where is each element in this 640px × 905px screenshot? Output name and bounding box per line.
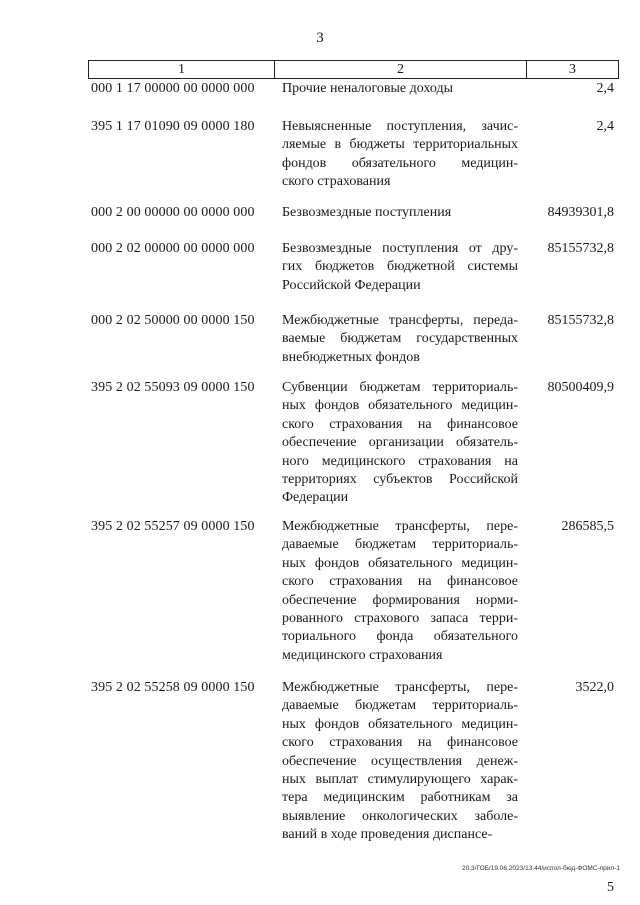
row-amount: 2,4 [596, 81, 614, 96]
row-code: 000 2 00 00000 00 0000 000 [91, 205, 255, 220]
description-line: Прочие неналоговые доходы [282, 81, 454, 96]
description-line: Межбюджетные трансферты, пере- [282, 680, 518, 695]
row-code: 000 2 02 50000 00 0000 150 [91, 313, 255, 328]
description-line: Федерации [282, 490, 349, 506]
description-line: обеспечение формирования норми- [282, 592, 518, 608]
row-amount: 85155732,8 [547, 241, 614, 256]
row-code: 000 1 17 00000 00 0000 000 [91, 81, 255, 96]
row-description [282, 240, 518, 295]
description-line: рованного страхового запаса терри- [282, 611, 518, 627]
page-number-bottom: 5 [607, 880, 614, 895]
page-number-top: 3 [316, 30, 324, 46]
description-line: выявление онкологических заболе- [282, 808, 518, 824]
row-amount: 80500409,9 [547, 380, 614, 395]
description-line: ского страхования на финансовое [282, 574, 518, 590]
table-header [88, 60, 619, 79]
description-line: Российской Федерации [282, 277, 421, 293]
description-line: Безвозмездные поступления [282, 205, 452, 220]
description-line: Межбюджетные трансферты, пере- [282, 519, 518, 534]
description-line: обеспечение осуществления денеж- [282, 753, 518, 769]
description-line: ного медицинского страхования на [282, 453, 518, 469]
row-amount: 84939301,8 [547, 205, 614, 220]
description-line: Межбюджетные трансферты, переда- [282, 313, 518, 328]
row-amount: 85155732,8 [547, 313, 614, 328]
header-col-2: 2 [275, 61, 527, 78]
description-line: территориях субъектов Российской [282, 472, 518, 488]
description-line: медицинского страхования [282, 647, 443, 663]
description-line: ных фондов обязательного медицин- [282, 716, 518, 732]
description-line: ваемые бюджетам государственных [282, 331, 518, 347]
description-line: ториального фонда обязательного [282, 629, 518, 645]
row-amount: 3522,0 [575, 680, 614, 695]
description-line: даваемые бюджетам территориаль- [282, 698, 518, 714]
description-line: ных фондов обязательного медицин- [282, 555, 518, 571]
description-line: ского страхования на финансовое [282, 416, 518, 432]
description-line: гих бюджетов бюджетной системы [282, 259, 518, 275]
row-amount: 2,4 [596, 119, 614, 134]
description-line: внебюджетных фондов [282, 349, 420, 365]
row-code: 395 2 02 55258 09 0000 150 [91, 680, 255, 695]
row-description [282, 118, 518, 192]
description-line: фондов обязательного медицин- [282, 155, 518, 171]
description-line: ского страхования на финансовое [282, 735, 518, 751]
description-line: Невыясненные поступления, зачис- [282, 119, 518, 134]
row-code: 395 2 02 55257 09 0000 150 [91, 519, 255, 534]
description-line: ных фондов обязательного медицин- [282, 398, 518, 414]
row-description [282, 518, 518, 665]
header-col-3: 3 [569, 61, 576, 77]
row-amount: 286585,5 [561, 519, 614, 534]
description-line: Субвенции бюджетам территориаль- [282, 380, 518, 395]
description-line: ляемые в бюджеты территориальных [282, 137, 518, 153]
row-code: 395 2 02 55093 09 0000 150 [91, 380, 255, 395]
description-line: ского страхования [282, 174, 391, 190]
description-line: тера медицинским работникам за [282, 790, 518, 806]
description-line: Безвозмездные поступления от дру- [282, 241, 518, 256]
row-description [282, 679, 518, 845]
row-description [282, 379, 518, 508]
row-description [282, 312, 518, 367]
row-description [282, 80, 518, 98]
header-col-1: 1 [89, 61, 275, 78]
description-line: ных выплат стимулирующего харак- [282, 772, 518, 788]
description-line: обеспечение организации обязатель- [282, 435, 518, 451]
row-code: 000 2 02 00000 00 0000 000 [91, 241, 255, 256]
row-code: 395 1 17 01090 09 0000 180 [91, 119, 255, 134]
description-line: даваемые бюджетам территориаль- [282, 537, 518, 553]
description-line: ваний в ходе проведения диспансе- [282, 827, 493, 843]
row-description [282, 204, 518, 222]
document-stamp: 20.3/ГОБ/19.06.2023/13:44/испол-бюд-ФОМС-прил-1 [462, 865, 620, 872]
